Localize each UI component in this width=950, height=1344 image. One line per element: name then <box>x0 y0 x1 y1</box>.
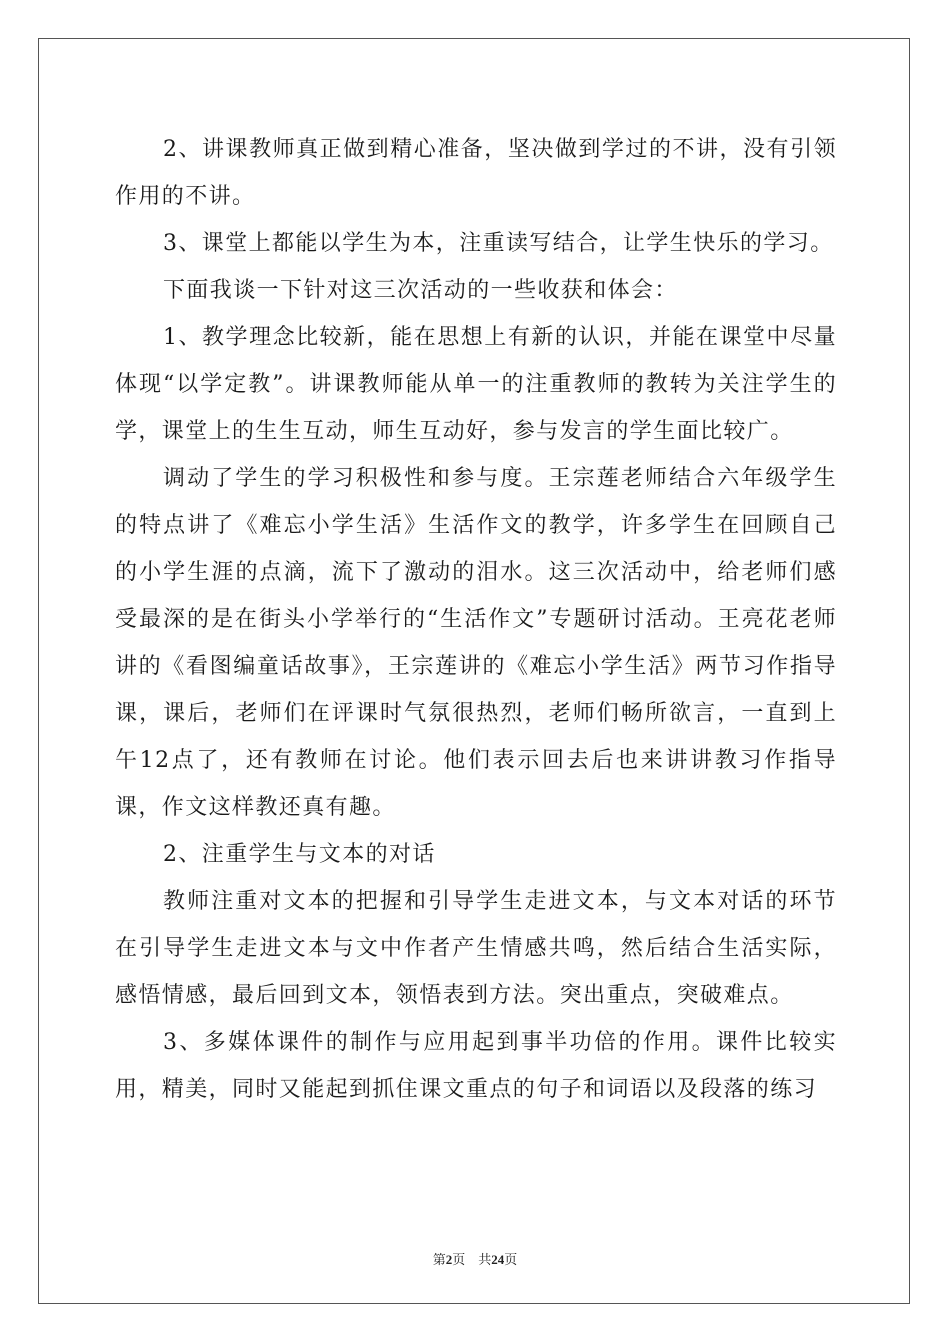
paragraph: 教师注重对文本的把握和引导学生走进文本，与文本对话的环节在引导学生走进文本与文中作者产生情感共鸣，然后结合生活实际，感悟情感，最后回到文本，领悟表到方法。突出重点，突破难点。 <box>115 889 837 1008</box>
paragraph: 调动了学生的学习积极性和参与度。王宗莲老师结合六年级学生的特点讲了《难忘小学生活》生活作文的教学，许多学生在回顾自己的小学生涯的点滴，流下了激动的泪水。这三次活动中，给老师们感受最深的是在街头小学举行的“生活作文”专题研讨活动。王亮花老师讲的《看图编童话故事》，王宗莲讲的《难忘小学生活》两节习作指导课，课后，老师们在评课时气氛很热烈，老师们畅所欲言，一直到上午12点了，还有教师在讨论。他们表示回去后也来讲讲教习作指导课，作文这样教还真有趣。 <box>115 466 837 820</box>
page-footer <box>0 1249 950 1268</box>
page-number: 2 <box>445 1252 453 1267</box>
paragraph: 1、教学理念比较新，能在思想上有新的认识，并能在课堂中尽量体现“以学定教”。讲课教师能从单一的注重教师的教转为关注学生的学，课堂上的生生互动，师生互动好，参与发言的学生面比较广。 <box>115 325 837 444</box>
total-prefix: 共 <box>478 1252 492 1267</box>
page-unit: 页 <box>452 1252 466 1267</box>
paragraph: 2、注重学生与文本的对话 <box>163 842 436 867</box>
total-unit: 页 <box>504 1252 518 1267</box>
total-pages: 24 <box>491 1252 505 1267</box>
paragraph: 下面我谈一下针对这三次活动的一些收获和体会： <box>163 278 678 303</box>
paragraph: 3、多媒体课件的制作与应用起到事半功倍的作用。课件比较实用，精美，同时又能起到抓住课文重点的句子和词语以及段落的练习 <box>115 1030 837 1102</box>
page-prefix: 第 <box>432 1252 446 1267</box>
paragraph: 2、讲课教师真正做到精心准备，坚决做到学过的不讲，没有引领作用的不讲。 <box>115 137 837 209</box>
document-body <box>115 126 837 1113</box>
paragraph: 3、课堂上都能以学生为本，注重读写结合，让学生快乐的学习。 <box>163 231 834 256</box>
